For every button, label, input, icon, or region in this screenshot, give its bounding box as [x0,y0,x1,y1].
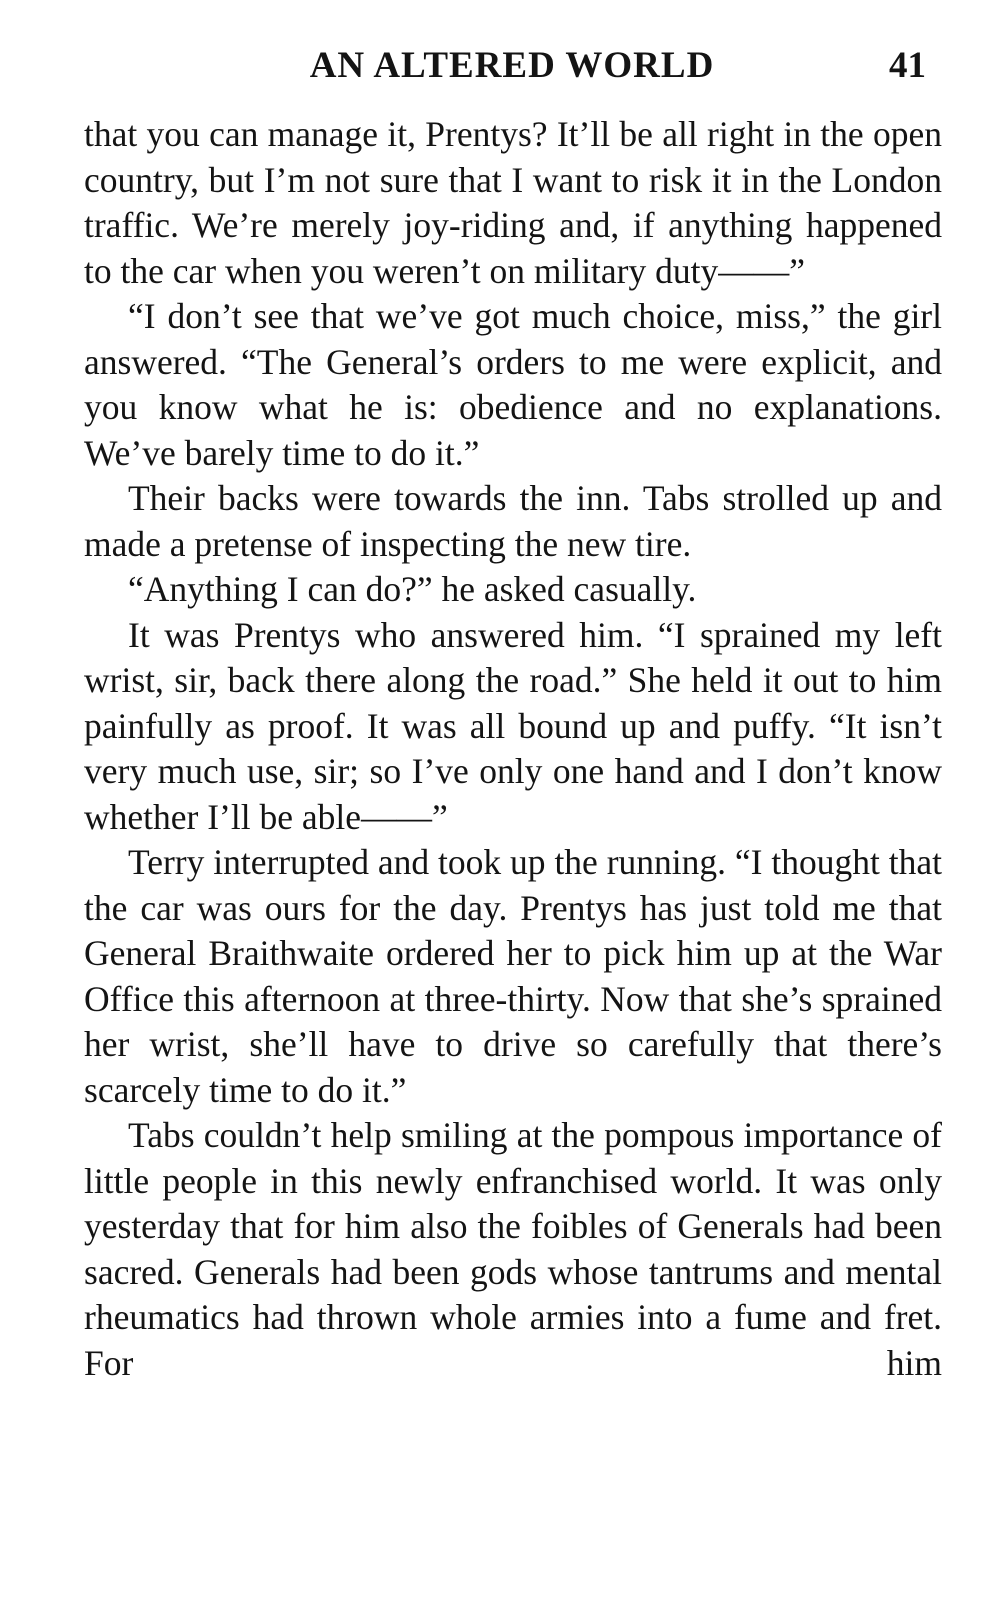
paragraph: Their backs were towards the inn. Tabs strolled up and made a pretense of inspecting the new tire. [84,478,942,564]
paragraph: that you can manage it, Prentys? It’ll be all right in the open country, but I’m not sure that I want to risk it in the London traffic. We’re merely joy-riding and, if anything happened to the car when you weren’t on military duty——” [84,114,942,291]
page-number: 41 [889,45,926,86]
paragraph: “I don’t see that we’ve got much choice, miss,” the girl answered. “The General’s orders to me were explicit, and you know what he is: obedience and no explanations. We’ve barely time to do it.” [84,296,942,473]
paragraph: It was Prentys who answered him. “I sprained my left wrist, sir, back there along the road.” She held it out to him painfully as proof. It was all bound up and puffy. “It isn’t very much use, sir; so I’ve only one hand and I don’t know whether I’ll be able——” [84,614,942,837]
paragraph: “Anything I can do?” he asked casually. [128,569,697,609]
paragraph: Tabs couldn’t help smiling at the pompous importance of little people in this newly enfranchised world. It was only yesterday that for him also the foibles of Generals had been sacred. Generals had been gods whose tantrums and mental rheumatics had thrown whole armies into a fume and fret. For him [84,1115,942,1383]
paragraph: Terry interrupted and took up the running. “I thought that the car was ours for the day. Prentys has just told me that General Braithwaite ordered her to pick him up at the War Office this afternoon at three-thirty. Now that she’s sprained her wrist, she’ll have to drive so carefully that there’s scarcely time to do it.” [84,842,942,1110]
body-text [84,112,942,1386]
running-header [84,44,940,88]
running-title: AN ALTERED WORLD [309,45,715,86]
